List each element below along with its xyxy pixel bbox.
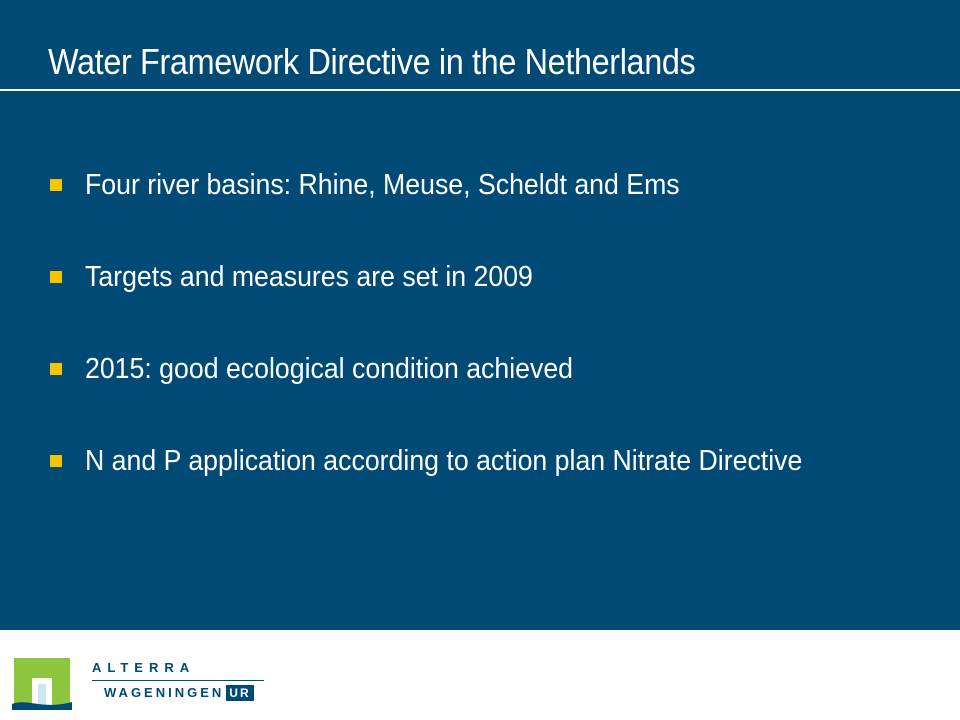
slide-title: Water Framework Directive in the Netherlands (48, 41, 696, 82)
list-item (50, 348, 950, 394)
alterra-logo-icon (12, 654, 72, 710)
bullet-text: 2015: good ecological condition achieved (85, 353, 574, 385)
title-divider (0, 89, 960, 91)
list-item (50, 256, 950, 302)
square-bullet-icon (50, 455, 62, 467)
bullet-text: Targets and measures are set in 2009 (85, 261, 533, 293)
brand-subtitle (104, 685, 254, 701)
brand-subtitle-word: WAGENINGEN (104, 685, 225, 700)
square-bullet-icon (50, 179, 62, 191)
bullet-text: N and P application according to action plan Nitrate Directive (85, 445, 803, 477)
list-item (50, 164, 950, 210)
brand-subtitle-box: UR (226, 685, 253, 701)
square-bullet-icon (50, 271, 62, 283)
list-item (50, 440, 950, 486)
brand-name: ALTERRA (92, 660, 196, 675)
footer (0, 630, 960, 720)
bullet-text: Four river basins: Rhine, Meuse, Scheldt and Ems (85, 169, 680, 201)
square-bullet-icon (50, 363, 62, 375)
bullet-list (50, 164, 950, 532)
brand-divider (92, 680, 264, 681)
